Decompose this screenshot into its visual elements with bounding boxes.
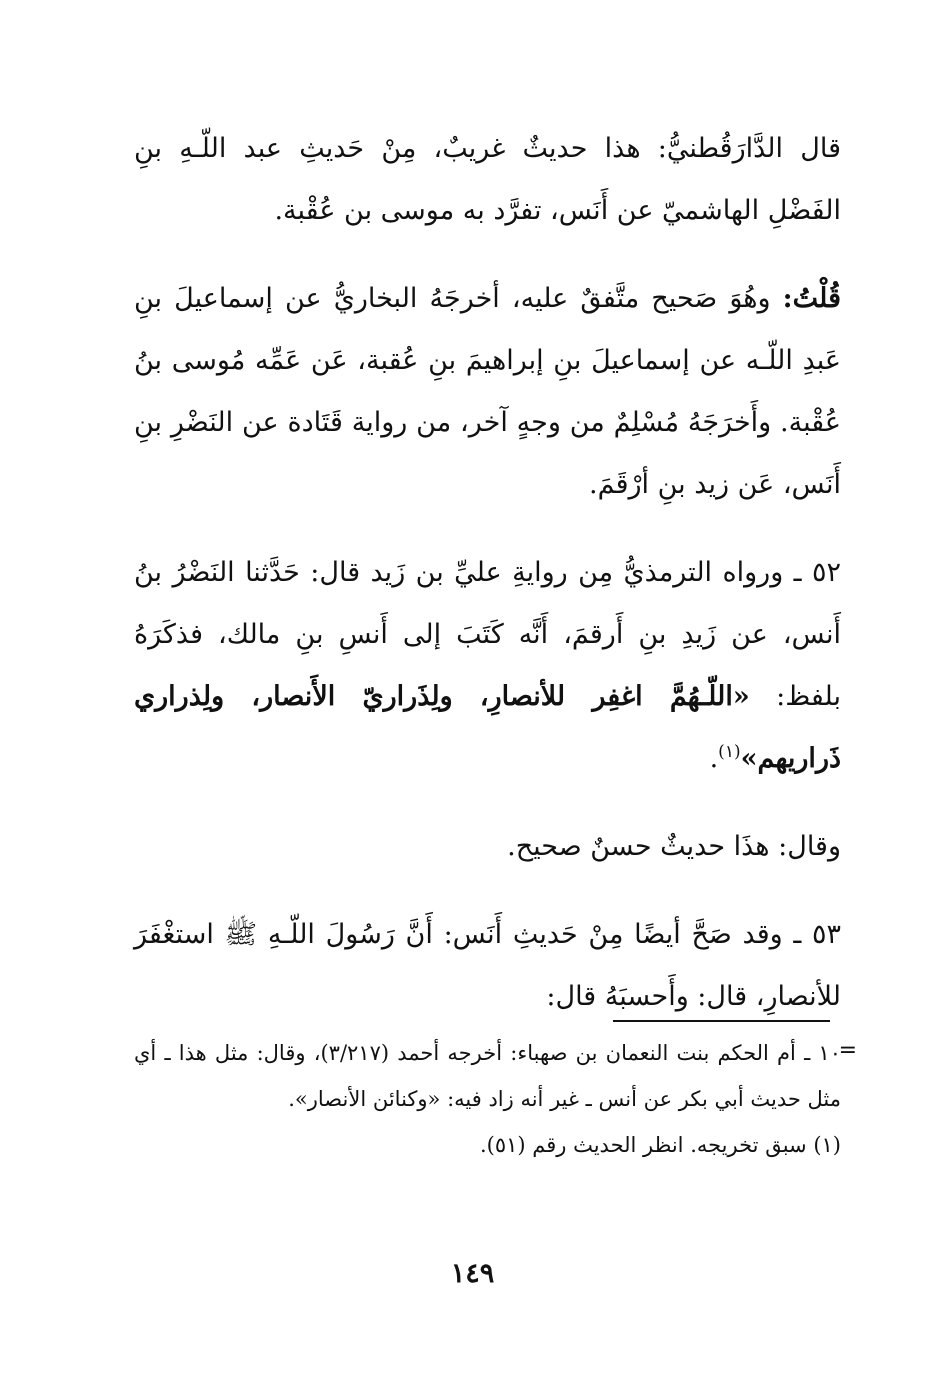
hadith-52-text: ٥٢ ـ ورواه الترمذيُّ مِن روايةِ عليِّ بن زَيد قال: حَدَّثنا النَضْرُ بنُ أَنس، عن زَيدِ بنِ أَرقمَ، أَنَّه كَتَبَ إلى أَنسِ بنِ مالك، فذكَرَهُ بلفظ: bbox=[134, 557, 842, 712]
paragraph-qultu bbox=[134, 268, 841, 516]
footnote-divider bbox=[613, 1020, 830, 1022]
page-number: ١٤٩ bbox=[450, 1258, 495, 1289]
footnote-previous: ١٠ ـ أم الحكم بنت النعمان بن صهباء: أخرجه أحمد (٣/٢١٧)، وقال: مثل هذا ـ أي مثل حديث أبي بكر عن أنس ـ غير أنه زاد فيه: «وكنائن الأنصار». bbox=[134, 1041, 841, 1111]
footnotes bbox=[134, 1030, 841, 1168]
paragraph-hadith-52 bbox=[134, 542, 841, 790]
qultu-body: وهُوَ صَحيح متَّفقٌ عليه، أخرجَهُ البخاريُّ عن إسماعيلَ بنِ عَبدِ اللّـه عن إسماعيلَ بنِ إبراهيمَ بنِ عُقبة، عَن عَمِّه مُوسى بنُ عُقْبة. وأَخرَجَهُ مُسْلِمٌ من وجهٍ آخر، من رواية قَتَادة عن النَضْرِ بنِ أَنَس، عَن زيد بنِ أرْقَمَ. bbox=[134, 283, 841, 500]
paragraph-hadith-53: ٥٣ ـ وقد صَحَّ أيضًا مِنْ حَديثِ أَنَس: أَنَّ رَسُولَ اللّـهِ ﷺ استغْفَرَ للأنصارِ، قال: وأَحسبَهُ قال: bbox=[134, 919, 841, 1012]
paragraph-tirmidhi-verdict: وقال: هذَا حديثٌ حسنٌ صحيح. bbox=[507, 831, 841, 862]
hadith-52-quote: «اللّـهُمَّ اغفِر للأنصارِ، ولِذَراريّ الأَنصار، ولِذراري ذَراريهم» bbox=[134, 681, 841, 774]
footnote-continuation-mark: = bbox=[838, 1038, 857, 1063]
qultu-lead: قُلْتُ: bbox=[782, 283, 841, 314]
footnote-1: (١) سبق تخريجه. انظر الحديث رقم (٥١). bbox=[479, 1133, 841, 1157]
paragraph-daraqutni: قال الدَّارَقُطنيُّ: هذا حديثٌ غريبٌ، مِنْ حَديثِ عبد اللّـهِ بنِ الفَضْلِ الهاشميّ عن أَنَس، تفرَّد به موسى بن عُقْبة. bbox=[134, 133, 841, 226]
hadith-52-end: . bbox=[709, 743, 719, 774]
footnote-ref-1[interactable]: (١) bbox=[718, 742, 741, 762]
main-text bbox=[134, 118, 841, 1054]
